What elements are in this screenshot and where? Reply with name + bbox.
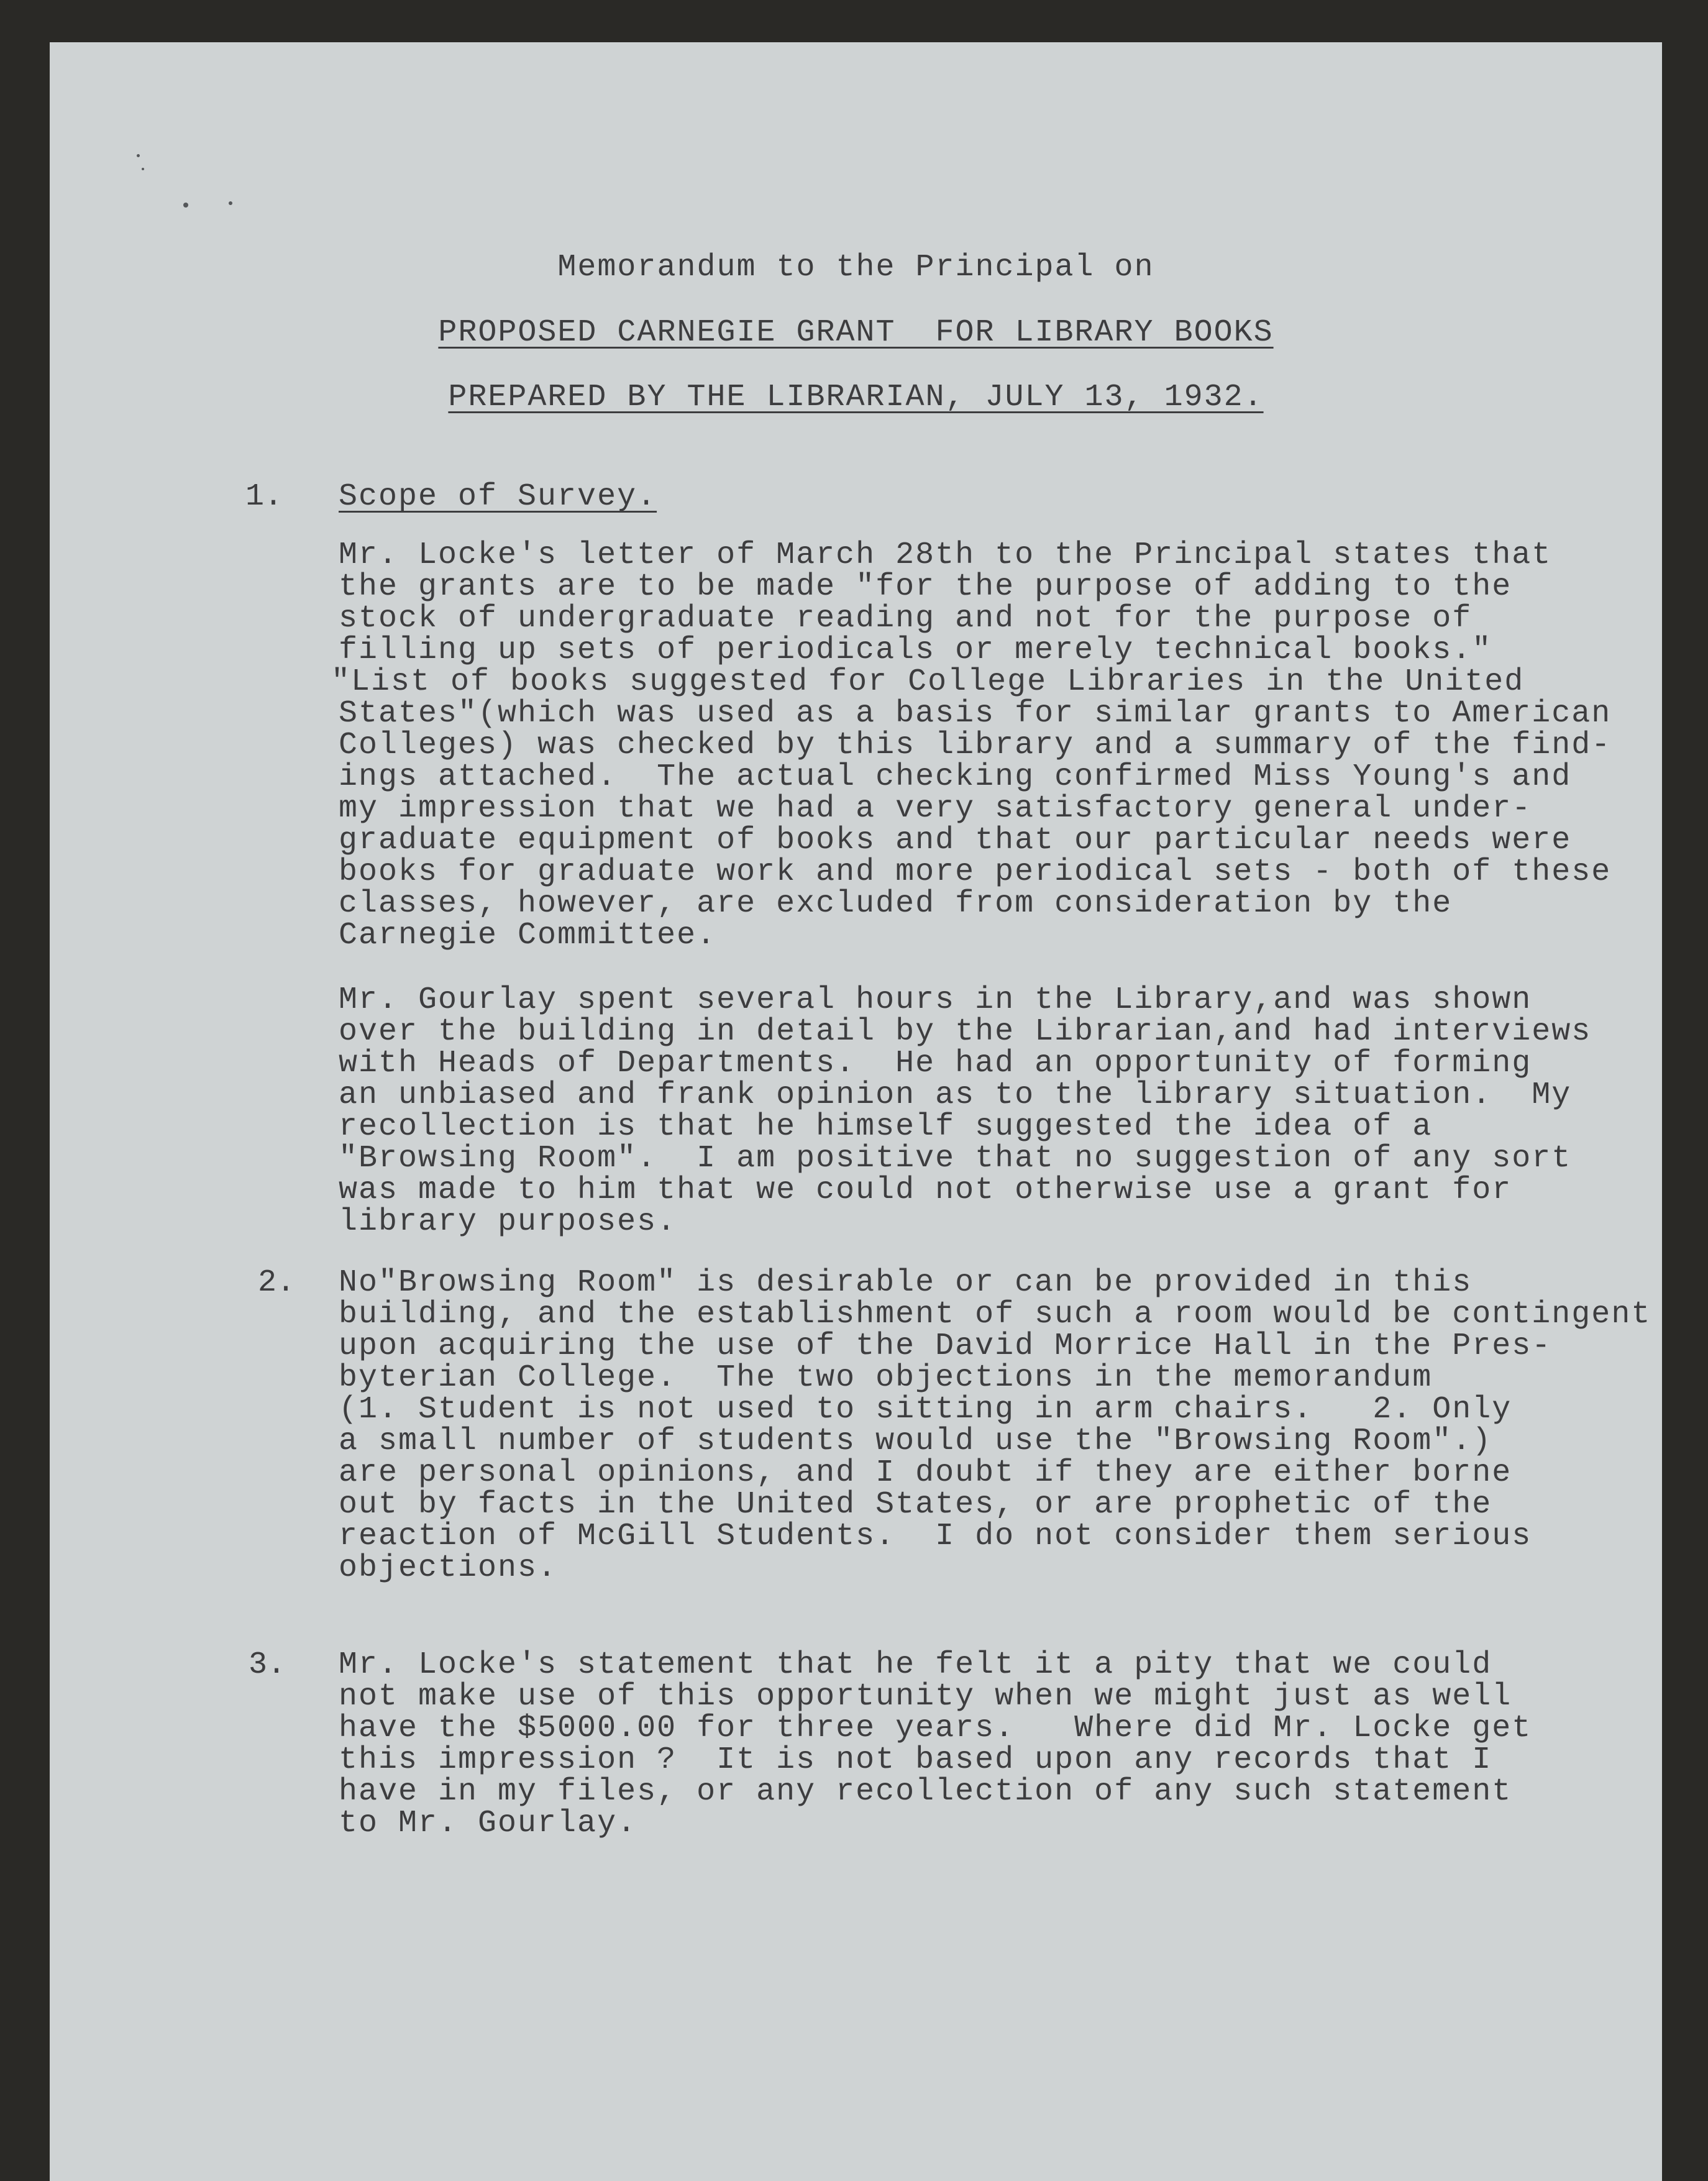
text-line: have in my files, or any recollection of any such statement	[339, 1774, 1512, 1809]
text-line: out by facts in the United States, or are prophetic of the	[339, 1487, 1492, 1522]
text-line: library purposes.	[339, 1204, 677, 1240]
text-line: reaction of McGill Students. I do not consider them serious	[339, 1519, 1532, 1554]
text-line: books for graduate work and more periodical sets - both of these	[339, 854, 1612, 890]
text-line: to Mr. Gourlay.	[339, 1806, 637, 1841]
text-line: Mr. Gourlay spent several hours in the Library,and was shown	[339, 982, 1532, 1018]
text-line: are personal opinions, and I doubt if they are either borne	[339, 1455, 1512, 1491]
paper-speck	[142, 168, 144, 170]
text-line: was made to him that we could not otherwise use a grant for	[339, 1173, 1512, 1208]
paper-speck	[229, 201, 232, 205]
text-line: filling up sets of periodicals or merely technical books."	[339, 633, 1492, 668]
text-line: "List of books suggested for College Libraries in the United	[331, 664, 1525, 700]
text-line: Colleges) was checked by this library and a summary of the find-	[339, 728, 1612, 763]
text-line: "Browsing Room". I am positive that no suggestion of any sort	[339, 1141, 1572, 1176]
section-number: 2.	[258, 1265, 296, 1301]
text-line: not make use of this opportunity when we might just as well	[339, 1679, 1512, 1714]
text-line: this impression ? It is not based upon any records that I	[339, 1742, 1492, 1778]
text-line: have the $5000.00 for three years. Where did Mr. Locke get	[339, 1711, 1532, 1746]
text-line: Carnegie Committee.	[339, 918, 717, 953]
text-line: graduate equipment of books and that our particular needs were	[339, 823, 1572, 858]
text-line: a small number of students would use the "Browsing Room".)	[339, 1424, 1492, 1459]
text-line: the grants are to be made "for the purpose of adding to the	[339, 569, 1512, 605]
text-line: Mr. Locke's letter of March 28th to the Principal states that	[339, 537, 1552, 573]
text-line: recollection is that he himself suggested the idea of a	[339, 1109, 1433, 1145]
text-line: building, and the establishment of such a room would be contingent	[339, 1297, 1651, 1332]
text-line: States"(which was used as a basis for similar grants to American	[339, 696, 1612, 731]
section-number: 1.	[245, 479, 283, 514]
memo-prepared-line: PREPARED BY THE LIBRARIAN, JULY 13, 1932.	[448, 380, 1264, 415]
memo-heading: Memorandum to the Principal on	[557, 250, 1154, 285]
paper-speck	[183, 203, 188, 208]
memo-subject: PROPOSED CARNEGIE GRANT FOR LIBRARY BOOKS	[438, 315, 1274, 350]
text-line: No"Browsing Room" is desirable or can be provided in this	[339, 1265, 1473, 1301]
text-line: upon acquiring the use of the David Morrice Hall in the Pres-	[339, 1328, 1552, 1364]
text-line: with Heads of Departments. He had an opportunity of forming	[339, 1046, 1532, 1081]
text-line: ings attached. The actual checking confirmed Miss Young's and	[339, 759, 1572, 795]
text-line: an unbiased and frank opinion as to the library situation. My	[339, 1077, 1572, 1113]
paper-speck	[137, 154, 140, 157]
text-line: over the building in detail by the Librarian,and had interviews	[339, 1014, 1592, 1049]
text-line: Mr. Locke's statement that he felt it a pity that we could	[339, 1647, 1492, 1683]
text-line: stock of undergraduate reading and not for the purpose of	[339, 601, 1473, 636]
text-line: byterian College. The two objections in the memorandum	[339, 1360, 1433, 1396]
text-line: classes, however, are excluded from consideration by the	[339, 886, 1453, 921]
text-line: objections.	[339, 1550, 558, 1586]
text-line: my impression that we had a very satisfactory general under-	[339, 791, 1532, 826]
section-heading: Scope of Survey.	[339, 479, 657, 514]
text-line: (1. Student is not used to sitting in arm chairs. 2. Only	[339, 1392, 1512, 1427]
section-number: 3.	[249, 1647, 286, 1683]
document-page	[50, 42, 1662, 2181]
